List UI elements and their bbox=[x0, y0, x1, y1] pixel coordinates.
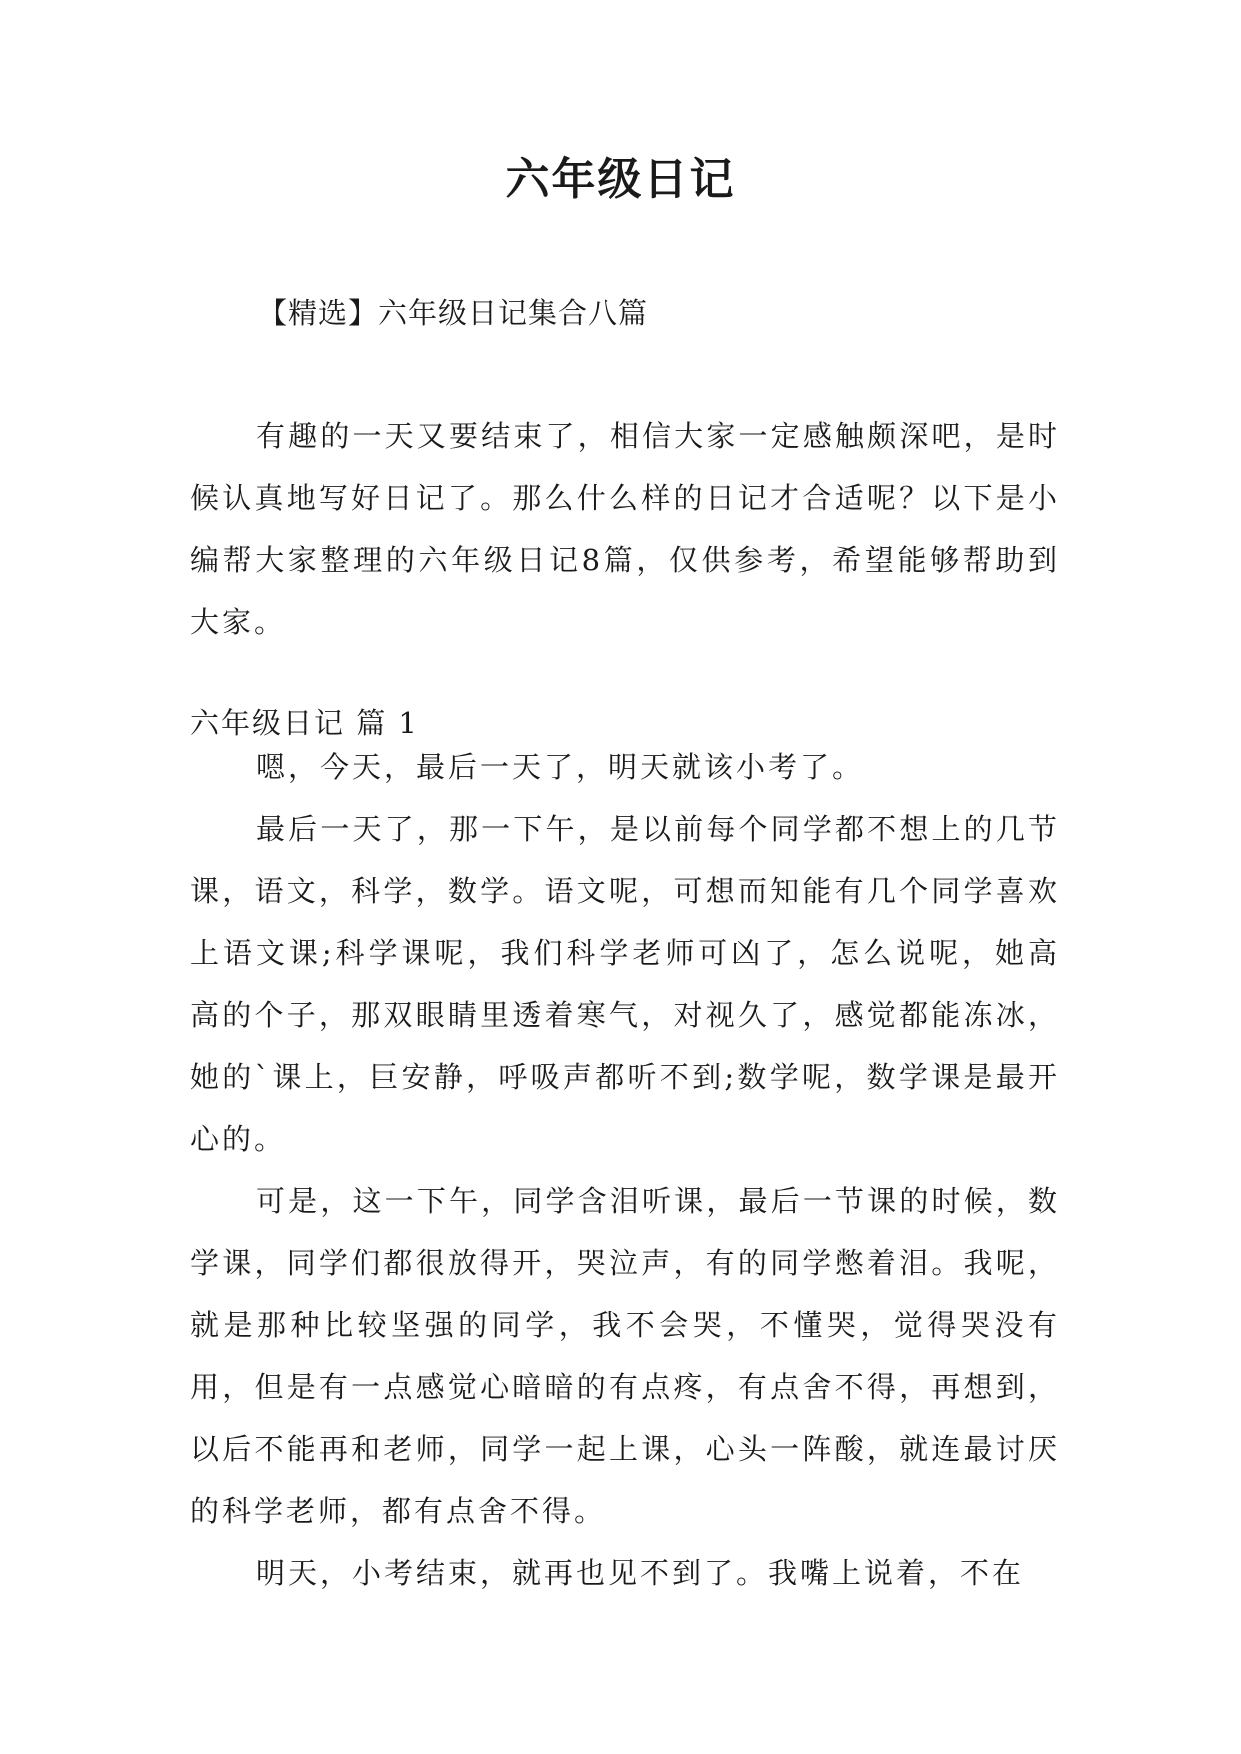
document-title: 六年级日记 bbox=[505, 154, 736, 205]
body-paragraph: 最后一天了，那一下午，是以前每个同学都不想上的几节课，语文，科学，数学。语文呢，可想而知能有几个同学喜欢上语文课;科学课呢，我们科学老师可凶了，怎么说呢，她高高的个子，那双眼睛里透着寒气，对视久了，感觉都能冻冰，她的`课上，巨安静，呼吸声都听不到;数学呢，数学课是最开心的。 bbox=[190, 812, 1060, 1156]
body-paragraph: 可是，这一下午，同学含泪听课，最后一节课的时候，数学课，同学们都很放得开，哭泣声，有的同学憋着泪。我呢，就是那种比较坚强的同学，我不会哭，不懂哭，觉得哭没有用，但是有一点感觉心暗暗的有点疼，有点舍不得，再想到，以后不能再和老师，同学一起上课，心头一阵酸，就连最讨厌的科学老师，都有点舍不得。 bbox=[190, 1184, 1060, 1528]
intro-paragraph: 有趣的一天又要结束了，相信大家一定感触颇深吧，是时候认真地写好日记了。那么什么样的日记才合适呢？以下是小编帮大家整理的六年级日记8篇，仅供参考，希望能够帮助到大家。 bbox=[190, 419, 1060, 639]
body-paragraph: 明天，小考结束，就再也见不到了。我嘴上说着，不在 bbox=[256, 1556, 1025, 1590]
document-subtitle: 【精选】六年级日记集合八篇 bbox=[258, 296, 649, 330]
section-heading: 六年级日记 篇 1 bbox=[190, 706, 419, 740]
body-paragraph: 嗯，今天，最后一天了，明天就该小考了。 bbox=[256, 750, 865, 784]
